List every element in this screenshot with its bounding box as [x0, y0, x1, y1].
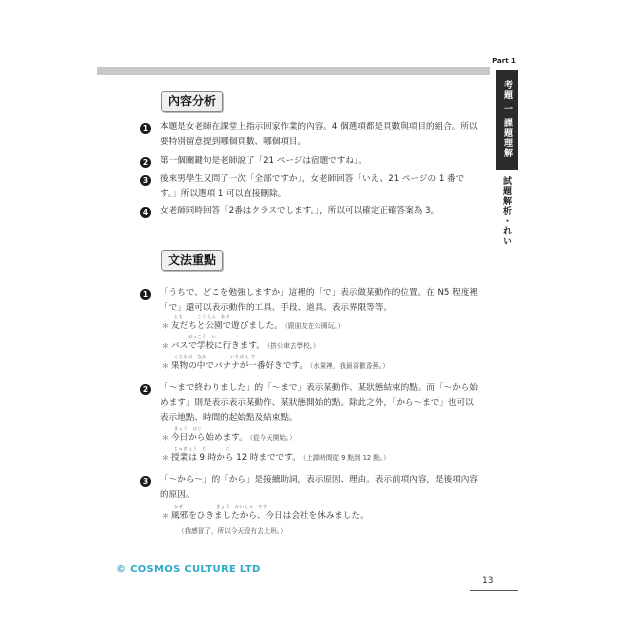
item-number: 3 — [140, 175, 151, 186]
bullet-icon: ＊ — [162, 434, 169, 442]
bullet-icon: ＊ — [162, 342, 169, 350]
example-sentence: ＊ 風邪をひきましたから、今日は会社を休みました。 — [162, 511, 369, 521]
page-number-rule — [470, 590, 518, 591]
bullet-icon: ＊ — [162, 362, 169, 370]
analysis-paragraph: 本題是女老師在課堂上指示回家作業的內容。4 個選項都是頁數與項目的組合。所以要特別留意提到哪個頁數、哪個項目。 — [160, 122, 478, 147]
bullet-icon: ＊ — [162, 512, 169, 520]
furigana: とも こうえん あそ — [174, 314, 231, 319]
bullet-icon: ＊ — [162, 322, 169, 330]
publisher-brand: © COSMOS CULTURE LTD — [116, 564, 261, 575]
example-translation: （我感冒了，所以今天沒有去上班。） — [178, 527, 287, 535]
furigana: じゅぎょう じ じ — [174, 446, 231, 451]
section-title-content-analysis: 內容分析 — [161, 91, 223, 112]
item-number: 2 — [140, 157, 151, 168]
furigana: がっこう い — [174, 334, 217, 339]
side-tab-text: 考題 一 課題理解 — [502, 80, 512, 159]
analysis-paragraph: 第一個關鍵句是老師說了「21 ページは宿題ですね」。 — [160, 156, 367, 166]
item-number: 4 — [140, 207, 151, 218]
item-number: 2 — [140, 384, 151, 395]
part-label: Part 1 — [492, 57, 516, 65]
furigana: かぜ きょう かいしゃ やす — [174, 504, 268, 509]
example-sentence: ＊ 友だちと公園で遊びました。 （跟朋友在公園玩。） — [162, 321, 345, 331]
item-number: 3 — [140, 476, 151, 487]
grammar-paragraph: 「～から～」的「から」是接續助詞，表示原因、理由。表示前項內容，是後項內容的原因。 — [160, 475, 478, 500]
example-sentence: ＊ 授業は 9 時から 12 時までです。 （上課時間從 9 點到 12 點。） — [162, 453, 390, 463]
example-sentence: ＊ バスで学校に行きます。 （搭公車去學校。） — [162, 341, 320, 351]
side-subtitle-text: 試題解析・れい — [501, 176, 511, 246]
page-number: 13 — [482, 576, 494, 586]
grammar-paragraph: 「うちで、どこを勉強しますか」這裡的「で」表示做某動作的位置。在 N5 程度裡「で」還可以表示動作的工具、手段、道具、表示界限等等。 — [160, 288, 478, 313]
example-sentence: ＊ 果物の中でバナナが一番好きです。 （水果裡，我最喜歡香蕉。） — [162, 361, 389, 371]
furigana: くだもの なか いちばん す — [174, 354, 256, 359]
section-title-grammar-points: 文法重點 — [161, 250, 223, 271]
analysis-paragraph: 後來男學生又問了一次「全部ですか」，女老師回答「いえ、21 ページの 1 番です。」所以選項 1 可以直接刪除。 — [160, 174, 465, 199]
analysis-paragraph: 女老師同時回答「2番はクラスでします。」，所以可以確定正確答案為 3。 — [160, 206, 440, 216]
top-divider-bar — [97, 67, 490, 75]
item-number: 1 — [140, 289, 151, 300]
item-number: 1 — [140, 123, 151, 134]
bullet-icon: ＊ — [162, 454, 169, 462]
example-sentence: ＊ 今日から始めます。 （從今天開始。） — [162, 433, 296, 443]
grammar-paragraph: 「～まで終わりました」的「～まで」表示某動作、某狀態結束的點。而「～から始めます」則是表示表示某動作、某狀態開始的點。除此之外，「から～まで」也可以表示地點、時間的起始點及結束點。 — [160, 383, 478, 423]
furigana: きょう はじ — [174, 426, 203, 431]
